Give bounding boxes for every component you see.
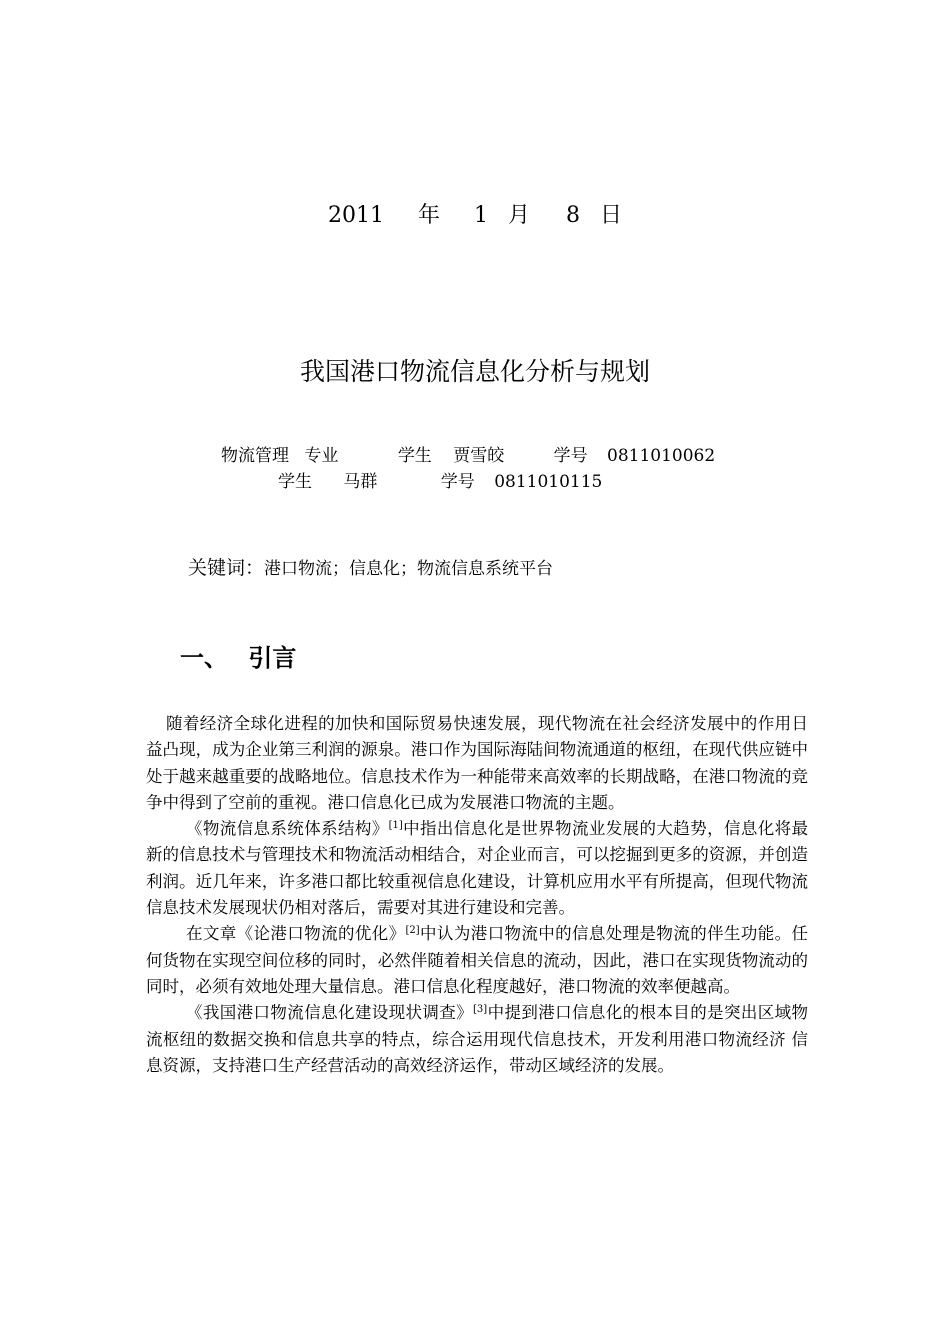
id-label-1: 学号 [553, 446, 588, 466]
section-heading [180, 638, 296, 673]
keywords-text: 港口物流；信息化；物流信息系统平台 [264, 559, 554, 579]
document-date [0, 198, 950, 229]
citation-ref-1: [1] [388, 820, 403, 832]
major-name: 物流管理 [221, 446, 289, 466]
keywords [188, 553, 553, 580]
author-line-1 [221, 441, 715, 466]
citation-title-1: 《物流信息系统体系结构》 [186, 819, 389, 839]
date-month: 1 [473, 203, 488, 228]
student-label-1: 学生 [397, 446, 432, 466]
section-title: 引言 [248, 644, 297, 672]
section-number: 一、 [180, 644, 228, 672]
date-day-unit: 日 [600, 203, 623, 228]
paragraph-3 [146, 921, 808, 1000]
paragraph-4 [146, 1000, 808, 1079]
date-month-unit: 月 [507, 203, 530, 228]
citation-ref-2: [2] [405, 925, 420, 937]
student-id-1: 0811010062 [607, 446, 716, 466]
paper-title: 我国港口物流信息化分析与规划 [299, 357, 650, 386]
student-label-2: 学生 [278, 472, 312, 492]
keywords-label: 关键词： [188, 557, 265, 579]
date-day: 8 [566, 203, 580, 228]
student-name-2: 马群 [343, 472, 378, 492]
major-label: 专业 [304, 446, 339, 466]
citation-title-2: 在文章《论港口物流的优化》 [186, 924, 406, 944]
student-name-1: 贾雪皎 [453, 446, 505, 466]
citation-ref-3: [3] [473, 1004, 488, 1016]
paragraph-2-text: 中指出信息化是世界物流业发展的大趋势，信息化将最新的信息技术与管理技术和物流活动相结合，对企业而言，可以挖掘到更多的资源，并创造利润。近几年来，许多港口都比较重视信息化建设，计算机应用水平有所提高，但现代物流信息技术发展现状仍相对落后，需要对其进行建设和完善。 [146, 819, 809, 918]
citation-title-3: 《我国港口物流信息化建设现状调查》 [186, 1003, 474, 1023]
paragraph-2 [146, 816, 808, 921]
body-text [146, 711, 808, 1079]
id-label-2: 学号 [440, 472, 475, 492]
paragraph-3-text: 中认为港口物流中的信息处理是物流的伴生功能。任何货物在实现空间位移的同时，必然伴随着相关信息的流动，因此，港口在实现货物流动的同时，必须有效地处理大量信息。港口信息化程度越好，港口物流的效率便越高。 [146, 924, 809, 996]
paragraph-4-text: 中提到港口信息化的根本目的是突出区域物流枢纽的数据交换和信息共享的特点，综合运用现代信息技术，开发利用港口物流经济 信息资源，支持港口生产经营活动的高效经济运作，带动区域经济的发展。 [146, 1003, 809, 1075]
date-year: 2011 [327, 203, 384, 228]
student-id-2: 0811010115 [494, 472, 603, 492]
paragraph-1: 随着经济全球化进程的加快和国际贸易快速发展，现代物流在社会经济发展中的作用日益凸现，成为企业第三利润的源泉。港口作为国际海陆间物流通道的枢纽，在现代供应链中处于越来越重要的战略地位。信息技术作为一种能带来高效率的长期战略，在港口物流的竞争中得到了空前的重视。港口信息化已成为发展港口物流的主题。 [146, 714, 808, 812]
date-year-unit: 年 [417, 203, 440, 228]
author-line-2 [278, 467, 602, 492]
